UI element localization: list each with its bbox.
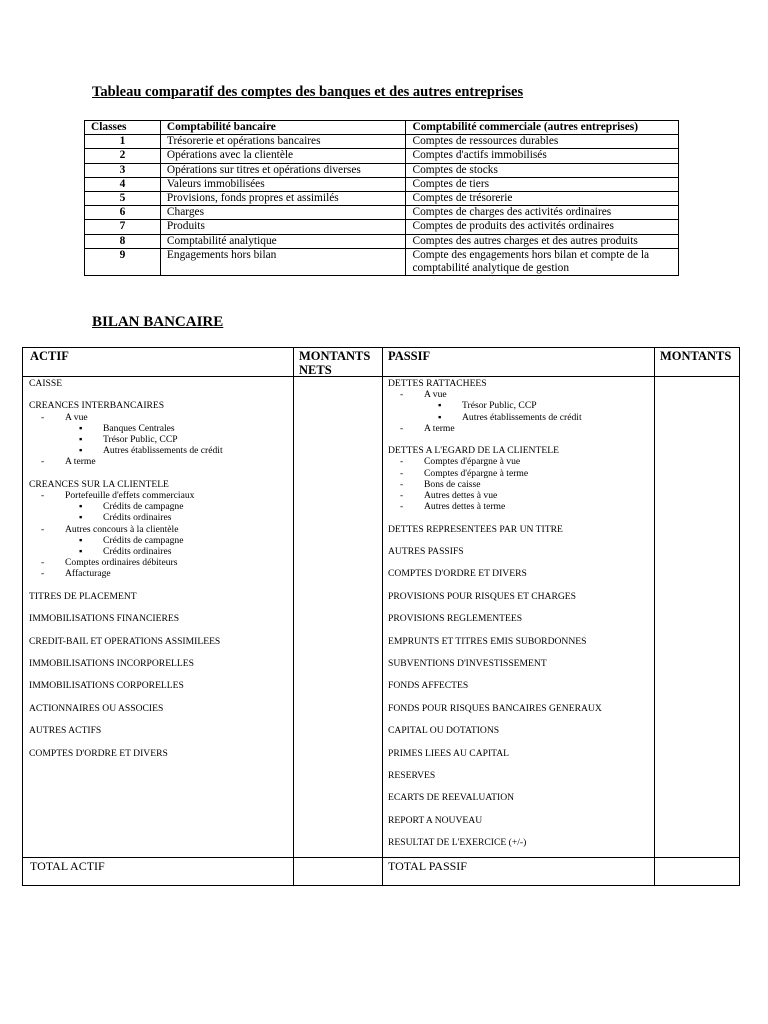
bilan-item-label: CREANCES INTERBANCAIRES: [29, 400, 165, 412]
bank-account-class: Comptabilité analytique: [160, 234, 406, 248]
spacer: [388, 434, 602, 445]
bilan-table: [22, 347, 740, 886]
class-number: 7: [85, 220, 161, 234]
header-montants-nets: MONTANTS NETS: [299, 349, 371, 377]
comparison-row: [85, 163, 679, 177]
bilan-title: BILAN BANCAIRE: [92, 314, 224, 330]
bilan-heading: [388, 703, 602, 714]
bilan-heading: [388, 770, 602, 781]
bilan-heading: [29, 613, 223, 624]
bilan-subitem: [29, 456, 223, 467]
comparison-row: [85, 149, 679, 163]
column-divider: [293, 348, 294, 885]
spacer: [388, 647, 602, 658]
bilan-item-label: EMPRUNTS ET TITRES EMIS SUBORDONNES: [388, 635, 587, 647]
comparison-row: [85, 248, 679, 275]
spacer: [29, 647, 223, 658]
spacer: [388, 580, 602, 591]
bilan-subitem: [29, 423, 223, 434]
dash-bullet-icon: -: [400, 422, 404, 434]
bilan-item-label: Trésor Public, CCP: [103, 434, 178, 445]
bilan-item-label: PROVISIONS POUR RISQUES ET CHARGES: [388, 590, 577, 602]
bilan-subitem: [29, 546, 223, 557]
bilan-subitem: [29, 568, 223, 579]
bilan-subitem: [388, 456, 602, 467]
bilan-item-label: Autres dettes à terme: [424, 501, 506, 513]
commercial-account-class: Compte des engagements hors bilan et compte de la comptabilité analytique de gestion: [406, 248, 679, 275]
bilan-item-label: Crédits de campagne: [103, 501, 184, 513]
bilan-subitem: [29, 557, 223, 568]
bilan-heading: [388, 815, 602, 826]
total-passif: TOTAL PASSIF: [388, 859, 467, 873]
bilan-item-label: Autres concours à la clientèle: [65, 523, 179, 535]
comparison-row: [85, 135, 679, 149]
square-bullet-icon: ▪: [79, 546, 83, 558]
spacer: [29, 692, 223, 703]
bank-account-class: Charges: [160, 206, 406, 220]
bilan-subitem: [388, 389, 602, 400]
class-number: 4: [85, 177, 161, 191]
bank-account-class: Opérations sur titres et opérations diverses: [160, 163, 406, 177]
bilan-item-label: CREANCES SUR LA CLIENTELE: [29, 478, 169, 490]
bilan-item-label: IMMOBILISATIONS INCORPORELLES: [29, 657, 194, 669]
bilan-subitem: [29, 535, 223, 546]
bilan-item-label: PROVISIONS REGLEMENTEES: [388, 613, 523, 625]
spacer: [29, 468, 223, 479]
dash-bullet-icon: -: [400, 456, 404, 468]
bilan-item-label: PRIMES LIEES AU CAPITAL: [388, 747, 510, 759]
class-number: 3: [85, 163, 161, 177]
bilan-heading: [29, 703, 223, 714]
dash-bullet-icon: -: [400, 389, 404, 401]
bilan-item-label: Crédits ordinaires: [103, 512, 172, 524]
header-actif: ACTIF: [30, 349, 69, 363]
comparison-header-row: [85, 121, 679, 135]
comparison-row: [85, 220, 679, 234]
bilan-item-label: ACTIONNAIRES OU ASSOCIES: [29, 702, 164, 714]
header-comptabilite-bancaire: Comptabilité bancaire: [160, 121, 406, 135]
spacer: [29, 580, 223, 591]
dash-bullet-icon: -: [400, 490, 404, 502]
bilan-item-label: REPORT A NOUVEAU: [388, 814, 483, 826]
bilan-item-label: COMPTES D'ORDRE ET DIVERS: [29, 747, 168, 759]
actif-items: [29, 378, 223, 759]
commercial-account-class: Comptes de ressources durables: [406, 135, 679, 149]
square-bullet-icon: ▪: [438, 400, 442, 412]
square-bullet-icon: ▪: [79, 445, 83, 457]
column-divider: [382, 348, 383, 885]
bank-account-class: Engagements hors bilan: [160, 248, 406, 275]
class-number: 6: [85, 206, 161, 220]
bilan-heading: [388, 748, 602, 759]
spacer: [388, 602, 602, 613]
bilan-subitem: [388, 468, 602, 479]
commercial-account-class: Comptes de produits des activités ordinaires: [406, 220, 679, 234]
bilan-item-label: DETTES A L'EGARD DE LA CLIENTELE: [388, 445, 559, 457]
bilan-item-label: Crédits de campagne: [103, 534, 184, 546]
bank-account-class: Produits: [160, 220, 406, 234]
bilan-heading: [388, 636, 602, 647]
comparison-row: [85, 177, 679, 191]
square-bullet-icon: ▪: [79, 422, 83, 434]
dash-bullet-icon: -: [41, 411, 45, 423]
class-number: 2: [85, 149, 161, 163]
comparison-row: [85, 206, 679, 220]
bilan-heading: [29, 658, 223, 669]
spacer: [388, 624, 602, 635]
bilan-item-label: Comptes d'épargne à terme: [424, 467, 529, 479]
bilan-subitem: [29, 490, 223, 501]
bilan-item-label: DETTES RATTACHEES: [388, 378, 487, 389]
bilan-item-label: Autres établissements de crédit: [462, 411, 582, 423]
commercial-account-class: Comptes des autres charges et des autres produits: [406, 234, 679, 248]
header-comptabilite-commerciale: Comptabilité commerciale (autres entreprises): [406, 121, 679, 135]
bilan-heading: [388, 725, 602, 736]
bilan-subitem: [29, 434, 223, 445]
spacer: [29, 602, 223, 613]
bilan-item-label: SUBVENTIONS D'INVESTISSEMENT: [388, 657, 547, 669]
bilan-item-label: RESERVES: [388, 769, 436, 781]
square-bullet-icon: ▪: [79, 512, 83, 524]
comparison-row: [85, 234, 679, 248]
dash-bullet-icon: -: [41, 490, 45, 501]
bilan-heading: [29, 680, 223, 691]
bilan-subitem: [29, 512, 223, 523]
comparison-title: Tableau comparatif des comptes des banques et des autres entreprises: [92, 84, 524, 100]
dash-bullet-icon: -: [400, 478, 404, 490]
bilan-item-label: Trésor Public, CCP: [462, 400, 537, 412]
bilan-heading: [29, 748, 223, 759]
bilan-heading: [388, 680, 602, 691]
bank-account-class: Provisions, fonds propres et assimilés: [160, 192, 406, 206]
dash-bullet-icon: -: [400, 501, 404, 513]
column-divider: [654, 348, 655, 885]
dash-bullet-icon: -: [41, 456, 45, 468]
class-number: 5: [85, 192, 161, 206]
bilan-item-label: CAPITAL OU DOTATIONS: [388, 725, 500, 737]
bilan-item-label: Comptes ordinaires débiteurs: [65, 557, 178, 569]
bilan-item-label: AUTRES PASSIFS: [388, 546, 464, 557]
square-bullet-icon: ▪: [79, 534, 83, 546]
bilan-heading: [388, 591, 602, 602]
bilan-heading: [388, 568, 602, 579]
spacer: [388, 826, 602, 837]
bilan-item-label: CREDIT-BAIL ET OPERATIONS ASSIMILEES: [29, 635, 221, 647]
bilan-item-label: TITRES DE PLACEMENT: [29, 590, 137, 602]
bilan-item-label: FONDS POUR RISQUES BANCAIRES GENERAUX: [388, 702, 602, 714]
passif-items: [388, 378, 602, 848]
spacer: [388, 557, 602, 568]
bilan-subitem: [29, 445, 223, 456]
class-number: 8: [85, 234, 161, 248]
total-divider: [23, 857, 739, 858]
bilan-item-label: A vue: [65, 411, 88, 423]
square-bullet-icon: ▪: [438, 411, 442, 423]
spacer: [388, 714, 602, 725]
bilan-subitem: [388, 501, 602, 512]
bilan-heading: [29, 725, 223, 736]
bilan-subitem: [388, 412, 602, 423]
bilan-heading: [29, 591, 223, 602]
bilan-heading: [388, 658, 602, 669]
spacer: [388, 781, 602, 792]
spacer: [388, 692, 602, 703]
square-bullet-icon: ▪: [79, 434, 83, 445]
bilan-item-label: Banques Centrales: [103, 422, 175, 434]
bilan-item-label: CAISSE: [29, 378, 63, 389]
bilan-item-label: Portefeuille d'effets commerciaux: [65, 490, 195, 501]
bilan-heading: [388, 613, 602, 624]
bilan-heading: [29, 479, 223, 490]
bilan-heading: [388, 546, 602, 557]
bilan-subitem: [388, 423, 602, 434]
total-actif: TOTAL ACTIF: [30, 859, 105, 873]
dash-bullet-icon: -: [41, 557, 45, 569]
bilan-subitem: [29, 412, 223, 423]
bilan-subitem: [29, 524, 223, 535]
bank-account-class: Valeurs immobilisées: [160, 177, 406, 191]
commercial-account-class: Comptes de tiers: [406, 177, 679, 191]
commercial-account-class: Comptes de charges des activités ordinaires: [406, 206, 679, 220]
bilan-heading: [388, 792, 602, 803]
bilan-item-label: Bons de caisse: [424, 478, 481, 490]
spacer: [388, 535, 602, 546]
bilan-item-label: IMMOBILISATIONS FINANCIERES: [29, 613, 180, 625]
spacer: [388, 736, 602, 747]
bank-account-class: Trésorerie et opérations bancaires: [160, 135, 406, 149]
bilan-subitem: [29, 501, 223, 512]
bilan-heading: [388, 378, 602, 389]
bilan-item-label: Autres dettes à vue: [424, 490, 498, 502]
bilan-item-label: Comptes d'épargne à vue: [424, 456, 521, 468]
bilan-item-label: IMMOBILISATIONS CORPORELLES: [29, 680, 184, 692]
spacer: [388, 759, 602, 770]
bilan-heading: [29, 636, 223, 647]
bilan-item-label: RESULTAT DE L'EXERCICE (+/-): [388, 837, 527, 849]
class-number: 1: [85, 135, 161, 149]
bank-account-class: Opérations avec la clientèle: [160, 149, 406, 163]
bilan-item-label: DETTES REPRESENTEES PAR UN TITRE: [388, 523, 563, 535]
dash-bullet-icon: -: [41, 568, 45, 580]
square-bullet-icon: ▪: [79, 501, 83, 513]
spacer: [29, 714, 223, 725]
spacer: [388, 512, 602, 523]
bilan-item-label: AUTRES ACTIFS: [29, 725, 102, 737]
bilan-subitem: [388, 400, 602, 411]
header-passif: PASSIF: [388, 349, 431, 363]
bilan-heading: [388, 524, 602, 535]
class-number: 9: [85, 248, 161, 275]
bilan-heading: [29, 400, 223, 411]
comparison-table: [84, 120, 679, 276]
bilan-subitem: [388, 479, 602, 490]
bilan-item-label: COMPTES D'ORDRE ET DIVERS: [388, 568, 527, 580]
header-classes: Classes: [85, 121, 161, 135]
header-montants: MONTANTS: [660, 349, 732, 363]
bilan-item-label: Crédits ordinaires: [103, 546, 172, 558]
spacer: [388, 669, 602, 680]
spacer: [29, 389, 223, 400]
spacer: [29, 736, 223, 747]
bilan-heading: [388, 837, 602, 848]
bilan-item-label: A terme: [424, 422, 455, 434]
dash-bullet-icon: -: [400, 467, 404, 479]
bilan-item-label: ECARTS DE REEVALUATION: [388, 792, 515, 804]
dash-bullet-icon: -: [41, 523, 45, 535]
commercial-account-class: Comptes de stocks: [406, 163, 679, 177]
bilan-heading: [388, 445, 602, 456]
commercial-account-class: Comptes de trésorerie: [406, 192, 679, 206]
bilan-item-label: A terme: [65, 456, 96, 468]
spacer: [29, 624, 223, 635]
spacer: [388, 804, 602, 815]
bilan-heading: [29, 378, 223, 389]
bilan-item-label: Autres établissements de crédit: [103, 445, 223, 457]
bilan-item-label: FONDS AFFECTES: [388, 680, 469, 692]
header-divider: [23, 376, 739, 377]
spacer: [29, 669, 223, 680]
bilan-item-label: Affacturage: [65, 568, 111, 580]
comparison-row: [85, 192, 679, 206]
bilan-subitem: [388, 490, 602, 501]
bilan-item-label: A vue: [424, 389, 447, 401]
commercial-account-class: Comptes d'actifs immobilisés: [406, 149, 679, 163]
